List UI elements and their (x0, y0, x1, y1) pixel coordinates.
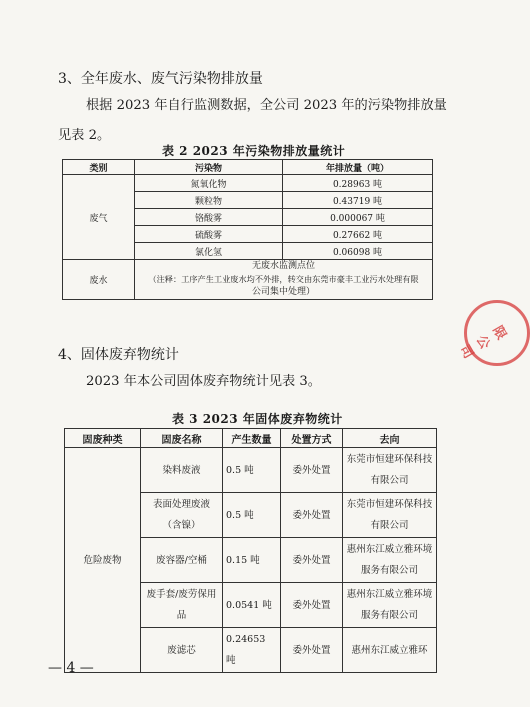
section4-paragraph: 2023 年本公司固体废弃物统计见表 3。 (86, 374, 321, 389)
disposal-cell: 委外处置 (281, 628, 343, 673)
disposal-cell: 委外处置 (281, 448, 343, 493)
waste-name-cell: 表面处理废液（含镍） (141, 493, 223, 538)
amount-cell: 0.000067 吨 (283, 209, 433, 226)
table-header-row (65, 429, 437, 448)
category-gas: 废气 (63, 175, 135, 260)
waste-name-cell: 废手套/废劳保用品 (141, 583, 223, 628)
section3-paragraph-line2: 见表 2。 (58, 128, 111, 143)
amount-cell: 0.06098 吨 (283, 243, 433, 260)
amount-cell: 0.43719 吨 (283, 192, 433, 209)
header-destination: 去向 (343, 429, 437, 448)
pollutant-cell: 颗粒物 (135, 192, 283, 209)
section3-heading: 3、全年废水、废气污染物排放量 (58, 71, 263, 87)
table3-caption: 表 3 2023 年固体废弃物统计 (172, 412, 343, 426)
destination-cell: 惠州东江威立雅环境服务有限公司 (343, 583, 437, 628)
quantity-cell: 0.24653 吨 (223, 628, 281, 673)
header-quantity: 产生数量 (223, 429, 281, 448)
header-waste-type: 固废种类 (65, 429, 141, 448)
company-seal-text: 限公司 (456, 323, 509, 362)
water-note-line3: 公司集中处理） (251, 287, 315, 297)
table2-caption: 表 2 2023 年污染物排放量统计 (162, 144, 346, 158)
solid-waste-table (64, 428, 437, 673)
water-note-line2: （注释：工序产生工业废水均不外排，转交由东莞市豪丰工业污水处理有限 (148, 274, 419, 284)
section3-paragraph-line1: 根据 2023 年自行监测数据，全公司 2023 年的污染物排放量 (86, 98, 447, 113)
destination-cell: 惠州东江威立雅环 (343, 628, 437, 673)
destination-cell: 东莞市恒建环保科技有限公司 (343, 493, 437, 538)
waste-name-cell: 废滤芯 (141, 628, 223, 673)
quantity-cell: 0.0541 吨 (223, 583, 281, 628)
section4-heading: 4、固体废弃物统计 (58, 347, 179, 363)
table-row (65, 448, 437, 493)
destination-cell: 东莞市恒建环保科技有限公司 (343, 448, 437, 493)
quantity-cell: 0.5 吨 (223, 448, 281, 493)
disposal-cell: 委外处置 (281, 538, 343, 583)
category-hazardous: 危险废物 (65, 448, 141, 673)
amount-cell: 0.27662 吨 (283, 226, 433, 243)
disposal-cell: 委外处置 (281, 583, 343, 628)
table-row (63, 260, 433, 300)
page-number: — 4 — (48, 660, 94, 676)
pollutant-cell: 氯化氢 (135, 243, 283, 260)
water-note-line1: 无废水监测点位 (251, 261, 315, 271)
waste-name-cell: 染料废液 (141, 448, 223, 493)
category-water: 废水 (63, 260, 135, 300)
pollutant-emission-table (62, 159, 433, 300)
waste-name-cell: 废容器/空桶 (141, 538, 223, 583)
pollutant-cell: 铬酸雾 (135, 209, 283, 226)
destination-cell: 惠州东江威立雅环境服务有限公司 (343, 538, 437, 583)
table-row (63, 175, 433, 192)
quantity-cell: 0.15 吨 (223, 538, 281, 583)
pollutant-cell: 硫酸雾 (135, 226, 283, 243)
quantity-cell: 0.5 吨 (223, 493, 281, 538)
header-category: 类别 (63, 160, 135, 175)
header-pollutant: 污染物 (135, 160, 283, 175)
disposal-cell: 委外处置 (281, 493, 343, 538)
header-disposal: 处置方式 (281, 429, 343, 448)
header-waste-name: 固废名称 (141, 429, 223, 448)
pollutant-cell: 氮氧化物 (135, 175, 283, 192)
amount-cell: 0.28963 吨 (283, 175, 433, 192)
table-header-row (63, 160, 433, 175)
header-amount: 年排放量（吨） (283, 160, 433, 175)
water-note-cell (135, 260, 433, 300)
